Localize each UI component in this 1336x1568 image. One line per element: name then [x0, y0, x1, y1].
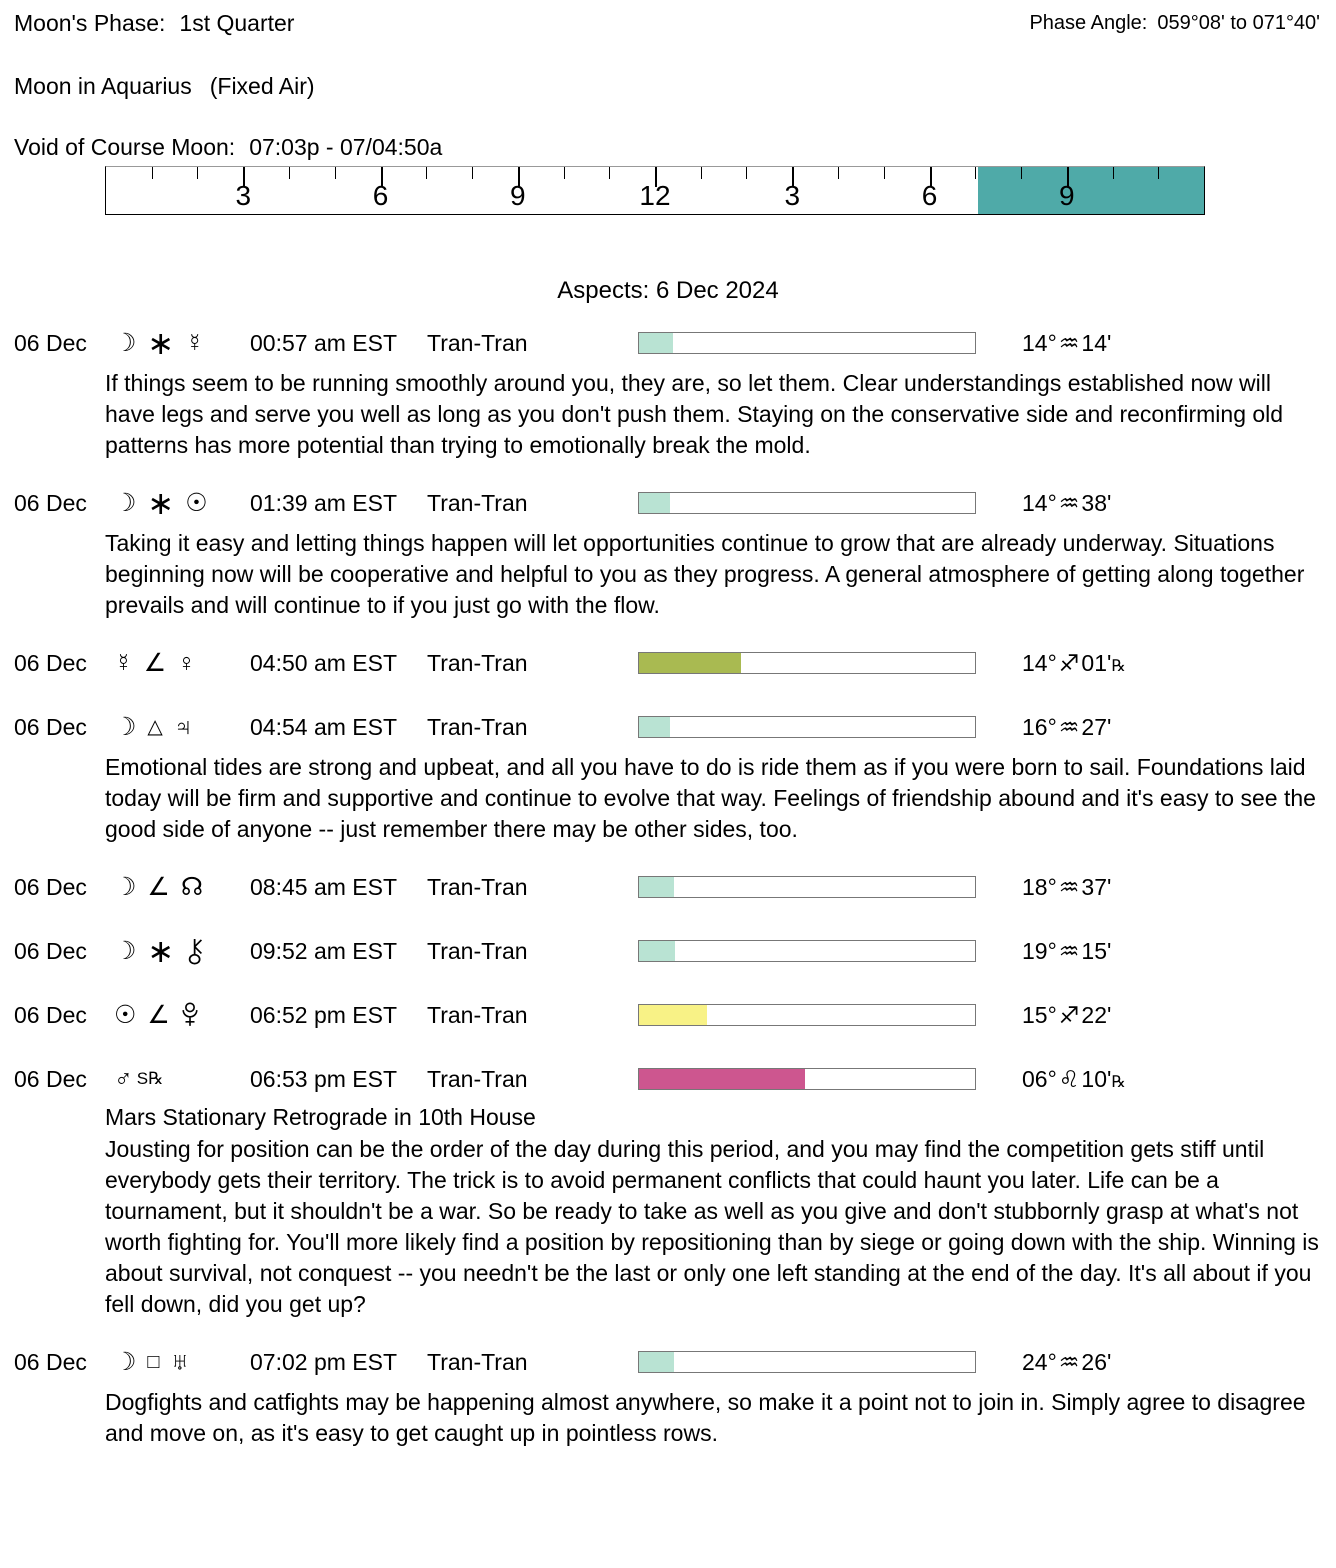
hour-label: 3 [784, 180, 801, 211]
aspect-block [14, 705, 1336, 845]
aspect-degree [1022, 1349, 1111, 1376]
semisquare-icon: ∠ [147, 872, 170, 901]
pluto-icon [181, 1002, 199, 1029]
aspect-symbols [114, 648, 250, 677]
moon-icon: ☽ [114, 1347, 137, 1376]
hour-label: 6 [372, 180, 389, 211]
aspect-symbols [114, 712, 250, 741]
aspect-row [14, 929, 1336, 973]
orb-progress-fill [639, 493, 670, 513]
aspect-interpretation: Jousting for position can be the order of the day during this period, and you may find the competition gets stiff until everybody gets their territory. The trick is to avoid permanent conflicts that could haunt you later. Life can be a tournament, but it shouldn't be a war. So be ready to take as well as you give and don't stubbornly grasp at what's not worth fighting for. You'll more likely find a position by repositioning than by siege or going down with the ship. Winning is about survival, not conquest -- you needn't be the last or only one left standing at the end of the day. It's all about if you fell down, did you get up? [105, 1136, 1319, 1317]
degree-value: 18° [1022, 873, 1057, 900]
orb-progress-fill [639, 1069, 805, 1089]
minutes-value: 15' [1081, 937, 1112, 964]
minutes-value: 37' [1081, 873, 1112, 900]
phase-angle-value: 059°08' to 071°40' [1157, 12, 1320, 34]
mars-icon: ♂ [114, 1064, 133, 1093]
aspect-symbols [114, 1002, 250, 1029]
aspect-row [14, 1057, 1336, 1101]
degree-value: 06° [1022, 1065, 1057, 1092]
aspect-time: 01:39 am EST [250, 489, 398, 516]
orb-progress-bar [638, 492, 976, 514]
hour-tick [701, 167, 702, 179]
phase-angle-label: Phase Angle: [1029, 12, 1148, 34]
aspect-symbols [114, 872, 250, 901]
hour-label: 3 [235, 180, 252, 211]
retrograde-icon: ℞ [1111, 657, 1126, 675]
uranus-icon: ♅ [170, 1347, 190, 1376]
orb-progress-bar [638, 940, 976, 962]
orb-progress-bar [638, 1351, 976, 1373]
aspect-date: 06 Dec [14, 713, 87, 740]
aspect-row [14, 993, 1336, 1037]
degree-value: 15° [1022, 1001, 1057, 1028]
aspect-type: Tran-Tran [427, 489, 528, 516]
hour-label: 9 [1058, 180, 1075, 211]
hour-tick [1113, 167, 1114, 179]
aspect-interpretation: Dogfights and catfights may be happening almost anywhere, so make it a point not to join in. Simply agree to disagree and move on, as it's easy to get caught up in pointless rows. [105, 1389, 1306, 1446]
aspect-block [14, 929, 1336, 973]
minutes-value: 38' [1081, 489, 1112, 516]
aspect-date: 06 Dec [14, 649, 87, 676]
hour-tick [746, 167, 747, 179]
moon-icon: ☽ [114, 712, 137, 741]
orb-progress-bar [638, 716, 976, 738]
sextile-icon: ∗ [147, 933, 175, 969]
aspect-date: 06 Dec [14, 1001, 87, 1028]
degree-value: 14° [1022, 329, 1057, 356]
aspect-degree [1022, 938, 1111, 965]
aspect-time: 08:45 am EST [250, 873, 398, 900]
moon-icon: ☽ [114, 328, 137, 357]
aspect-time: 04:54 am EST [250, 713, 398, 740]
orb-progress-bar [638, 652, 976, 674]
aquarius-icon: ♒ [1058, 937, 1080, 964]
aspect-date: 06 Dec [14, 1065, 87, 1092]
aspect-degree [1022, 1066, 1126, 1093]
aspect-symbols [114, 1064, 250, 1093]
aspect-date: 06 Dec [14, 1348, 87, 1375]
minutes-value: 10' [1081, 1065, 1112, 1092]
aquarius-icon: ♒ [1058, 713, 1080, 740]
moon-sign-line [14, 73, 1322, 100]
aspect-type: Tran-Tran [427, 649, 528, 676]
aspect-time: 06:52 pm EST [250, 1001, 398, 1028]
aspect-row [14, 865, 1336, 909]
hour-label: 6 [921, 180, 938, 211]
orb-progress-fill [639, 1352, 674, 1372]
orb-progress-fill [639, 333, 673, 353]
hour-tick [472, 167, 473, 179]
aspects-title: Aspects: 6 Dec 2024 [557, 277, 779, 304]
sun-icon: ☉ [185, 488, 208, 517]
hour-tick [975, 167, 976, 179]
jupiter-icon: ♃ [173, 712, 193, 741]
moon-sign-element: (Fixed Air) [209, 73, 315, 99]
degree-value: 19° [1022, 937, 1057, 964]
moon-icon: ☽ [114, 872, 137, 901]
aspect-date: 06 Dec [14, 873, 87, 900]
aspect-degree [1022, 1002, 1111, 1029]
aspect-interpretation: Emotional tides are strong and upbeat, and all you have to do is ride them as if you were born to sail. Foundations laid today will be firm and supportive and continue to evolve that way. Feelings of friendship abound and it's easy to see the good side of anyone -- just remember there may be other sides, too. [105, 754, 1316, 842]
hour-tick [564, 167, 565, 179]
hour-tick [609, 167, 610, 179]
aspect-block [14, 865, 1336, 909]
aspect-time: 07:02 pm EST [250, 1348, 398, 1375]
void-moon-timeline [105, 166, 1205, 215]
stationary-retrograde-label: S℞ [136, 1069, 164, 1088]
minutes-value: 22' [1081, 1001, 1112, 1028]
hour-tick [1158, 167, 1159, 179]
venus-icon: ♀ [177, 648, 196, 677]
sagittarius-icon: ♐ [1058, 1001, 1080, 1028]
aspect-degree [1022, 650, 1126, 677]
aspects-list [0, 321, 1336, 1449]
aspect-time: 00:57 am EST [250, 329, 398, 356]
aspect-row [14, 705, 1336, 749]
aspect-symbols [114, 487, 250, 519]
aspect-interpretation: Taking it easy and letting things happen will let opportunities continue to grow that are already underway. Situations beginning now will be cooperative and helpful to you as they progress. A general atmosphere of getting along together prevails and will continue to if you just go with the flow. [105, 530, 1305, 618]
hour-tick [152, 167, 153, 179]
moon-sign: Moon in Aquarius [14, 73, 192, 99]
hour-tick [884, 167, 885, 179]
semisquare-icon: ∠ [147, 1000, 170, 1029]
aspect-type: Tran-Tran [427, 873, 528, 900]
orb-progress-bar [638, 1004, 976, 1026]
degree-value: 16° [1022, 713, 1057, 740]
moon-phase-label: Moon's Phase: [14, 10, 166, 36]
aspect-row [14, 481, 1336, 525]
aspect-symbols [114, 935, 250, 967]
hour-tick [335, 167, 336, 179]
minutes-value: 27' [1081, 713, 1112, 740]
void-value: 07:03p - 07/04:50a [249, 134, 443, 160]
aspect-subtitle: Mars Stationary Retrograde in 10th House [105, 1104, 536, 1130]
aspect-date: 06 Dec [14, 489, 87, 516]
leo-icon: ♌ [1058, 1065, 1080, 1092]
hour-tick [289, 167, 290, 179]
aspect-block [14, 1340, 1336, 1449]
aspect-type: Tran-Tran [427, 937, 528, 964]
aspect-time: 09:52 am EST [250, 937, 398, 964]
orb-progress-fill [639, 653, 741, 673]
minutes-value: 26' [1081, 1348, 1112, 1375]
aquarius-icon: ♒ [1058, 489, 1080, 516]
moon-phase-value: 1st Quarter [179, 10, 295, 36]
minutes-value: 01' [1081, 649, 1112, 676]
mercury-icon: ☿ [185, 328, 204, 357]
aspect-type: Tran-Tran [427, 1348, 528, 1375]
orb-progress-fill [639, 717, 670, 737]
orb-progress-fill [639, 877, 674, 897]
aspect-degree [1022, 490, 1111, 517]
header [0, 0, 1336, 37]
retrograde-icon: ℞ [1111, 1073, 1126, 1091]
square-icon: □ [147, 1351, 160, 1373]
aspect-row [14, 641, 1336, 685]
aspect-date: 06 Dec [14, 329, 87, 356]
chiron-icon [185, 938, 204, 965]
aspect-row [14, 1340, 1336, 1384]
aspect-block [14, 993, 1336, 1037]
moon-phase-line [14, 10, 294, 37]
hour-tick [426, 167, 427, 179]
degree-value: 14° [1022, 489, 1057, 516]
semisquare-icon: ∠ [143, 648, 167, 677]
aspect-block [14, 321, 1336, 461]
hour-label: 9 [509, 180, 526, 211]
aspect-degree [1022, 330, 1111, 357]
void-period-fill [978, 167, 1204, 214]
degree-value: 14° [1022, 649, 1057, 676]
orb-progress-bar [638, 1068, 976, 1090]
north-node-icon: ☊ [180, 872, 204, 901]
aspect-type: Tran-Tran [427, 1065, 528, 1092]
hour-tick [197, 167, 198, 179]
mercury-icon: ☿ [114, 648, 133, 677]
minutes-value: 14' [1081, 329, 1112, 356]
phase-angle-line [1029, 10, 1320, 35]
hour-tick [1021, 167, 1022, 179]
void-of-course-line [14, 134, 1322, 161]
sun-icon: ☉ [114, 1000, 137, 1029]
aspect-row [14, 321, 1336, 365]
aspect-symbols [114, 1347, 250, 1376]
orb-progress-fill [639, 941, 675, 961]
moon-icon: ☽ [114, 488, 137, 517]
aspect-degree [1022, 714, 1111, 741]
aspect-block [14, 1057, 1336, 1320]
aquarius-icon: ♒ [1058, 1348, 1080, 1375]
aquarius-icon: ♒ [1058, 329, 1080, 356]
aspect-interpretation: If things seem to be running smoothly around you, they are, so let them. Clear understandings established now will have legs and serve you well as long as you don't push them. Staying on the conservative side and reconfirming old patterns has more potential than trying to emotionally break the mold. [105, 370, 1284, 458]
aspect-type: Tran-Tran [427, 713, 528, 740]
sagittarius-icon: ♐ [1058, 649, 1080, 676]
moon-icon: ☽ [114, 936, 137, 965]
aspect-degree [1022, 874, 1111, 901]
trine-icon: △ [147, 716, 163, 738]
aspect-block [14, 641, 1336, 685]
sextile-icon: ∗ [147, 325, 175, 361]
aspect-type: Tran-Tran [427, 329, 528, 356]
void-label: Void of Course Moon: [14, 134, 236, 160]
hour-label: 12 [639, 180, 671, 211]
orb-progress-fill [639, 1005, 707, 1025]
aspect-date: 06 Dec [14, 937, 87, 964]
hour-tick [838, 167, 839, 179]
aspect-time: 04:50 am EST [250, 649, 398, 676]
aspect-symbols [114, 327, 250, 359]
aspect-type: Tran-Tran [427, 1001, 528, 1028]
sextile-icon: ∗ [147, 485, 175, 521]
aspect-block [14, 481, 1336, 621]
degree-value: 24° [1022, 1348, 1057, 1375]
orb-progress-bar [638, 332, 976, 354]
orb-progress-bar [638, 876, 976, 898]
aspect-time: 06:53 pm EST [250, 1065, 398, 1092]
aquarius-icon: ♒ [1058, 873, 1080, 900]
